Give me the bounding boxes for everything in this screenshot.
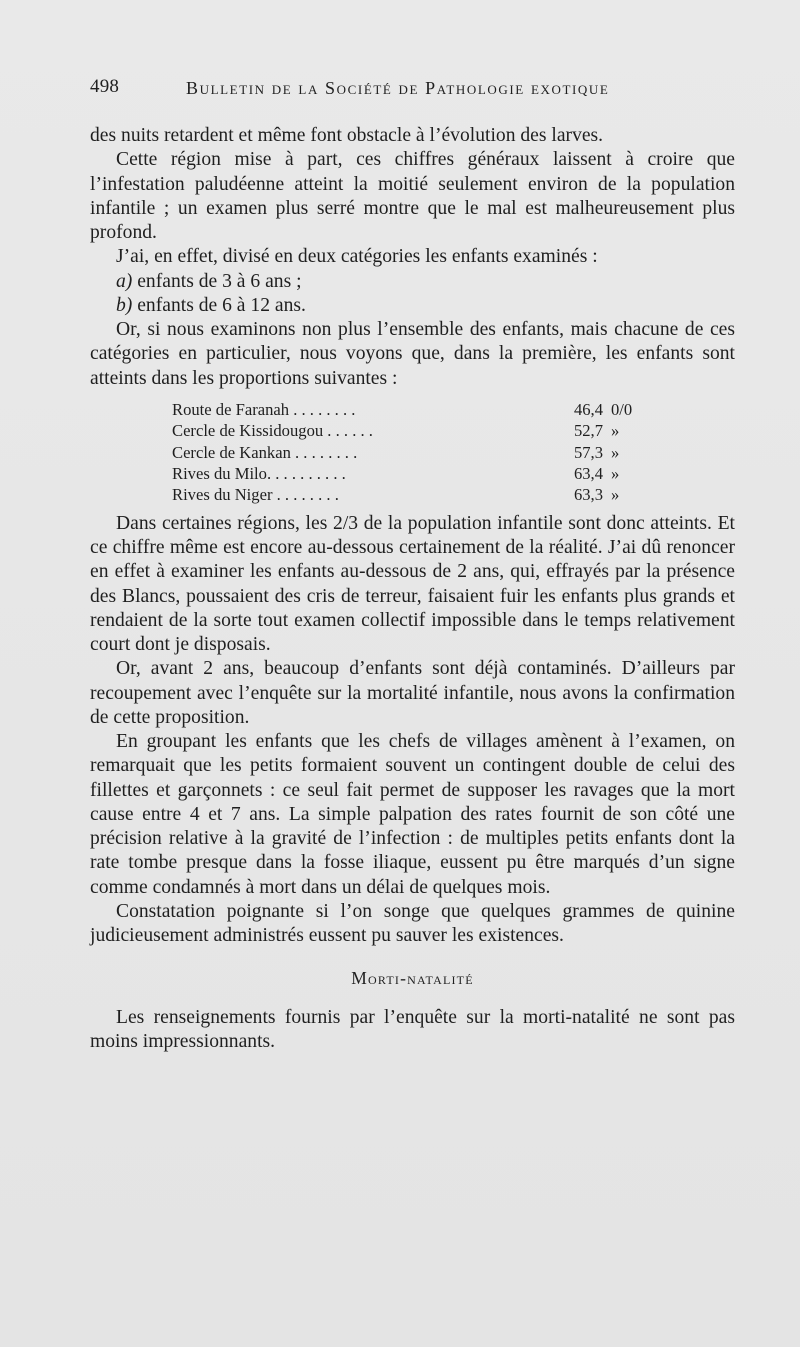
- table-label: Cercle de Kissidougou . . . . . .: [172, 421, 373, 441]
- paragraph-6: Or, avant 2 ans, beaucoup d’enfants sont déjà contaminés. D’ailleurs par recoupement avec l’enquête sur la mortalité infantile, nous avons la confirmation de cette proposition.: [90, 658, 735, 728]
- table-label: Rives du Niger . . . . . . . .: [172, 485, 339, 505]
- table-label: Rives du Milo. . . . . . . . . .: [172, 463, 346, 483]
- table-suffix: »: [611, 421, 620, 441]
- list-text-b: enfants de 6 à 12 ans.: [137, 294, 306, 316]
- table-row: [172, 442, 652, 463]
- paragraph-1: des nuits retardent et même font obstacle à l’évolution des larves.: [90, 125, 604, 146]
- list-marker-a: a): [116, 270, 133, 292]
- table-suffix: 0/0: [611, 399, 633, 419]
- table-value: 63,4: [573, 463, 603, 483]
- section-paragraph-1: Les renseignements fournis par l’enquête sur la morti-natalité ne sont pas moins impressionnants.: [90, 1006, 735, 1052]
- table-suffix: »: [611, 485, 620, 505]
- paragraph-7: En groupant les enfants que les chefs de villages amènent à l’examen, on remarquait que les petits formaient souvent un contingent double de celui des fillettes et garçonnets : ce seul fait permet de supposer les ravages que la mort cause entre 4 et 7 ans. La simple palpation des rates fournit de son côté une précision relative à la gravité de l’infection : de multiples petits enfants dont la rate tombe presque dans la fosse iliaque, eussent pu être marqués d’un signe comme condamnés à mort dans un délai de quelques mois.: [90, 731, 735, 898]
- table-suffix: »: [611, 442, 620, 462]
- section-title: Morti-natalité: [351, 968, 474, 989]
- list-text-a: enfants de 3 à 6 ans ;: [137, 270, 302, 292]
- article-body: [90, 124, 735, 1054]
- page-number: 498: [90, 76, 120, 97]
- table-row: [172, 420, 652, 441]
- table-row: [172, 399, 652, 420]
- running-head: Bulletin de la Société de Pathologie exotique: [186, 78, 610, 98]
- table-row: [172, 484, 652, 505]
- table-value: 52,7: [573, 421, 603, 441]
- table-label: Route de Faranah . . . . . . . .: [172, 399, 356, 419]
- paragraph-4: Or, si nous examinons non plus l’ensemble des enfants, mais chacune de ces catégories en particulier, nous voyons que, dans la première, les enfants sont atteints dans les proportions suivantes :: [90, 319, 735, 389]
- table-value: 57,3: [573, 442, 603, 462]
- table-row: [172, 463, 652, 484]
- paragraph-2: Cette région mise à part, ces chiffres généraux laissent à croire que l’infestation paludéenne atteint la moitié seulement environ de la population infantile ; un examen plus serré montre que le mal est malheureusement plus profond.: [90, 149, 735, 243]
- page-header: [90, 74, 650, 104]
- list-item-a: [90, 270, 735, 294]
- table-value: 46,4: [573, 399, 603, 419]
- table-value: 63,3: [573, 485, 603, 505]
- table-suffix: »: [611, 463, 620, 483]
- table-label: Cercle de Kankan . . . . . . . .: [172, 442, 358, 462]
- list-marker-b: b): [116, 294, 133, 316]
- paragraph-8: Constatation poignante si l’on songe que quelques grammes de quinine judicieusement administrés eussent pu sauver les existences.: [90, 900, 735, 947]
- paragraph-3: J’ai, en effet, divisé en deux catégories les enfants examinés :: [116, 246, 598, 268]
- proportions-table: [172, 399, 652, 506]
- list-item-b: [90, 294, 735, 318]
- paragraph-5: Dans certaines régions, les 2/3 de la population infantile sont donc atteints. Et ce chiffre même est encore au-dessous certainement de la réalité. J’ai dû renoncer en effet à examiner les enfants au-dessous de 2 ans, qui, effrayés par la présence des Blancs, poussaient des cris de terreur, faisaient fuir les enfants plus grands et rendaient de la sorte tout examen collectif impossible dans le temps relativement court dont je disposais.: [90, 512, 735, 656]
